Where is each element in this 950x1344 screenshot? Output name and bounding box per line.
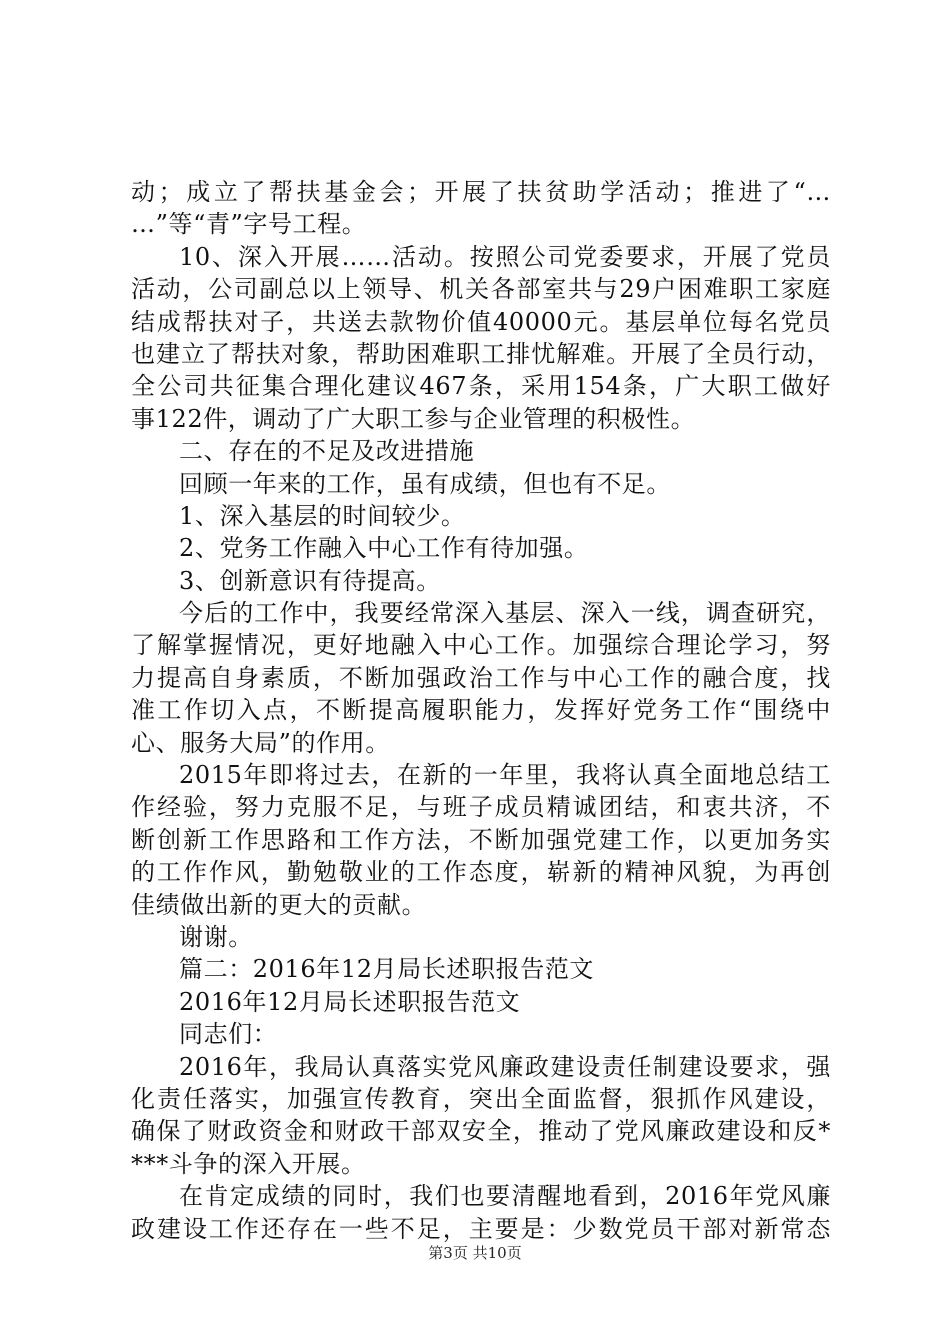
text-line: 全公司共征集合理化建议467条，采用154条，广大职工做好 <box>131 372 831 401</box>
text-line: 动；成立了帮扶基金会；开展了扶贫助学活动；推进了“… <box>131 178 831 206</box>
text-line: 回顾一年来的工作，虽有成绩，但也有不足。 <box>179 469 671 498</box>
text-line: ***斗争的深入开展。 <box>131 1149 366 1178</box>
text-line: 2016年，我局认真落实党风廉政建设责任制建设要求，强 <box>179 1052 831 1081</box>
text-line: 在肯定成绩的同时，我们也要清醒地看到，2016年党风廉 <box>179 1182 831 1211</box>
text-line: 3、创新意识有待提高。 <box>179 566 441 595</box>
document-body <box>131 176 831 1245</box>
text-line: 的工作作风，勤勉敬业的工作态度，崭新的精神风貌，为再创 <box>131 858 831 887</box>
text-line: 2016年12月局长述职报告范文 <box>179 987 521 1016</box>
text-line: 心、服务大局”的作用。 <box>131 728 390 757</box>
text-line: 同志们： <box>179 1020 278 1049</box>
text-line: 作经验，努力克服不足，与班子成员精诚团结，和衷共济，不 <box>131 793 831 822</box>
text-line: 今后的工作中，我要经常深入基层、深入一线，调查研究， <box>179 599 831 628</box>
text-line: 二、存在的不足及改进措施 <box>179 437 475 466</box>
text-line: 化责任落实，加强宣传教育，突出全面监督，狠抓作风建设， <box>131 1084 831 1113</box>
text-line: 2015年即将过去，在新的一年里，我将认真全面地总结工 <box>179 761 831 790</box>
text-line: 2、党务工作融入中心工作有待加强。 <box>179 534 589 563</box>
text-line: 佳绩做出新的更大的贡献。 <box>131 890 427 919</box>
text-line: 结成帮扶对子，共送去款物价值40000元。基层单位每名党员 <box>131 307 831 336</box>
text-line: 事122件，调动了广大职工参与企业管理的积极性。 <box>131 404 696 433</box>
text-line: 也建立了帮扶对象，帮助困难职工排忧解难。开展了全员行动， <box>131 339 831 368</box>
text-line: 篇二：2016年12月局长述职报告范文 <box>179 955 595 984</box>
text-line: 政建设工作还存在一些不足，主要是：少数党员干部对新常态 <box>131 1214 831 1243</box>
text-line: 谢谢。 <box>179 922 253 951</box>
text-line: 活动，公司副总以上领导、机关各部室共与29户困难职工家庭 <box>131 275 831 304</box>
page-footer: 第3页 共10页 <box>428 1244 522 1262</box>
text-line: 1、深入基层的时间较少。 <box>179 501 466 530</box>
text-line: 确保了财政资金和财政干部双安全，推动了党风廉政建设和反* <box>131 1117 831 1146</box>
text-line: 了解掌握情况，更好地融入中心工作。加强综合理论学习，努 <box>131 631 831 660</box>
text-line: 断创新工作思路和工作方法，不断加强党建工作，以更加务实 <box>131 825 831 854</box>
text-line: 10、深入开展……活动。按照公司党委要求，开展了党员 <box>179 242 831 271</box>
text-line: …”等“青”字号工程。 <box>131 210 367 239</box>
text-line: 力提高自身素质，不断加强政治工作与中心工作的融合度，找 <box>131 663 831 692</box>
text-line: 准工作切入点，不断提高履职能力，发挥好党务工作“围绕中 <box>131 696 831 725</box>
